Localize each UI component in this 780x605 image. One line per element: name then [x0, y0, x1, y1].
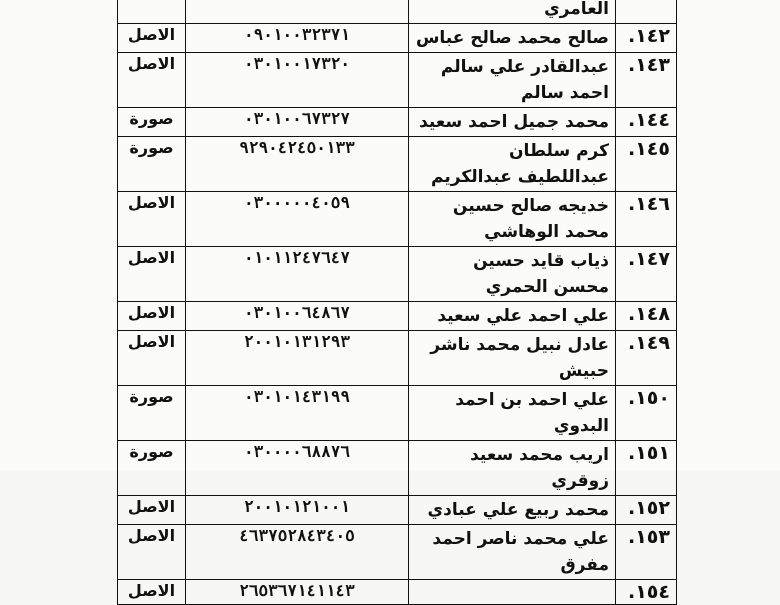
- table-row: [118, 386, 677, 441]
- table-row: [118, 496, 677, 525]
- id-number: ٠٣٠١٠٠٦٧٣٢٧: [186, 108, 409, 137]
- id-number: [186, 0, 409, 24]
- id-number: ٢٠٠١٠١٣١٢٩٣: [186, 331, 409, 386]
- person-name: خديجه صالح حسين محمد الوهاشي: [409, 192, 616, 247]
- id-number: ٠٣٠٠٠٠٠٤٠٥٩: [186, 192, 409, 247]
- person-name: اريب محمد سعيد زوقري: [409, 441, 616, 496]
- row-number: ١٤٨.: [616, 302, 677, 331]
- document-type: صورة: [118, 108, 186, 137]
- document-type: الاصل: [118, 580, 186, 605]
- row-number: ١٤٦.: [616, 192, 677, 247]
- id-number: ٢٦٥٣٦٧١٤١١٤٣: [186, 580, 409, 605]
- id-number: ٠٣٠١٠٠١٧٣٢٠: [186, 53, 409, 108]
- person-name: كرم سلطان عبداللطيف عبدالكريم: [409, 137, 616, 192]
- table-row: [118, 302, 677, 331]
- table-row: [118, 331, 677, 386]
- id-number: ٠٣٠١٠١٤٣١٩٩: [186, 386, 409, 441]
- row-number: ١٤٢.: [616, 24, 677, 53]
- person-name: محمد ربيع علي عبادي: [409, 496, 616, 525]
- table-row: [118, 108, 677, 137]
- row-number: ١٤٥.: [616, 137, 677, 192]
- document-type: الاصل: [118, 192, 186, 247]
- id-number: ٩٢٩٠٤٢٤٥٠١٣٣: [186, 137, 409, 192]
- row-number: ١٤٧.: [616, 247, 677, 302]
- document-type: الاصل: [118, 302, 186, 331]
- person-name: علي احمد علي سعيد: [409, 302, 616, 331]
- table-row: [118, 441, 677, 496]
- id-number: ٢٠٠١٠١٢١٠٠١: [186, 496, 409, 525]
- person-name: ذياب قايد حسين محسن الحمري: [409, 247, 616, 302]
- row-number: ١٤٤.: [616, 108, 677, 137]
- document-type: الاصل: [118, 496, 186, 525]
- person-name: صالح محمد صالح عباس: [409, 24, 616, 53]
- document-type: الاصل: [118, 331, 186, 386]
- row-number: ١٥٤.: [616, 580, 677, 605]
- person-name: علي محمد ناصر احمد مفرق: [409, 525, 616, 580]
- row-number: ١٤٣.: [616, 53, 677, 108]
- table-row: [118, 247, 677, 302]
- table-row: [118, 192, 677, 247]
- id-number: ٠٩٠١٠٠٣٢٣٧١: [186, 24, 409, 53]
- row-number: ١٤٩.: [616, 331, 677, 386]
- document-type: الاصل: [118, 525, 186, 580]
- table-row: [118, 525, 677, 580]
- roster-table: [117, 0, 677, 605]
- table-row: [118, 580, 677, 605]
- row-number: [616, 0, 677, 24]
- document-type: صورة: [118, 441, 186, 496]
- person-name: [409, 580, 616, 605]
- person-name: عادل نبيل محمد ناشر حبيش: [409, 331, 616, 386]
- document-type: صورة: [118, 386, 186, 441]
- person-name: علي احمد بن احمد البدوي: [409, 386, 616, 441]
- document-type: الاصل: [118, 53, 186, 108]
- table-row: [118, 53, 677, 108]
- person-name: محمد جميل احمد سعيد: [409, 108, 616, 137]
- id-number: ٠٣٠١٠٠٦٤٨٦٧: [186, 302, 409, 331]
- row-number: ١٥٣.: [616, 525, 677, 580]
- id-number: ٠١٠١١٢٤٧٦٤٧: [186, 247, 409, 302]
- row-number: ١٥٠.: [616, 386, 677, 441]
- document-type: الاصل: [118, 24, 186, 53]
- table-row: [118, 24, 677, 53]
- person-name: العامري: [409, 0, 616, 24]
- table-row: [118, 0, 677, 24]
- document-type: [118, 0, 186, 24]
- roster-body: [118, 0, 677, 605]
- id-number: ٤٦٣٧٥٢٨٤٣٤٠٥: [186, 525, 409, 580]
- document-type: الاصل: [118, 247, 186, 302]
- id-number: ٠٣٠٠٠٠٦٨٨٧٦: [186, 441, 409, 496]
- person-name: عبدالقادر علي سالم احمد سالم: [409, 53, 616, 108]
- document-type: صورة: [118, 137, 186, 192]
- row-number: ١٥٢.: [616, 496, 677, 525]
- row-number: ١٥١.: [616, 441, 677, 496]
- table-row: [118, 137, 677, 192]
